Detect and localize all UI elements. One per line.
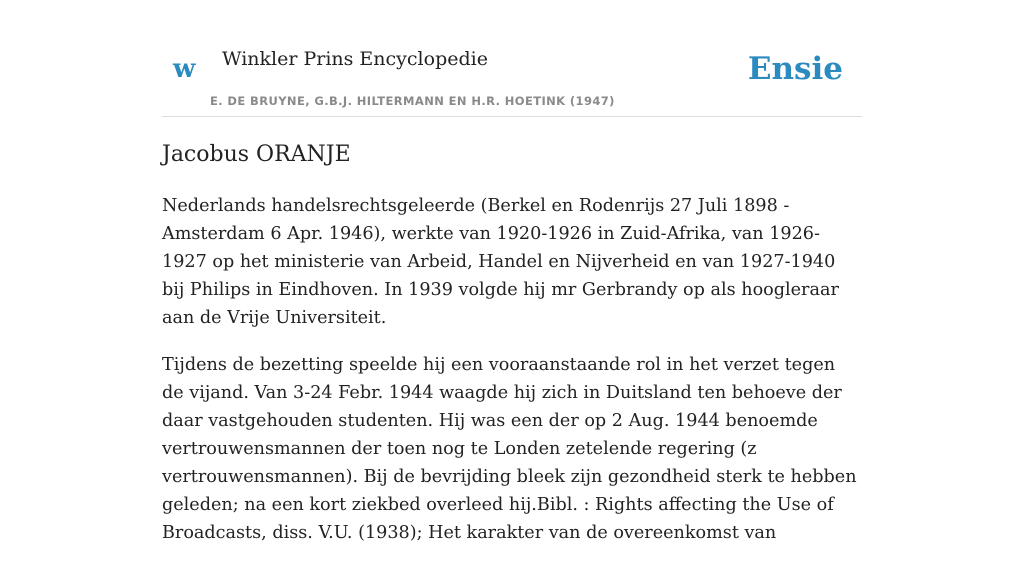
header: [162, 0, 862, 117]
winkler-prins-logo[interactable]: w: [173, 54, 196, 84]
ensie-logo[interactable]: Ensie: [747, 51, 843, 87]
source-authors: E. DE BRUYNE, G.B.J. HILTERMANN EN H.R. HOETINK (1947): [210, 94, 615, 108]
source-title[interactable]: Winkler Prins Encyclopedie: [222, 48, 488, 70]
page: [162, 0, 862, 543]
paragraph-1: Nederlands handelsrechtsgeleerde (Berkel en Rodenrijs 27 Juli 1898 - Amsterdam 6 Apr. 1946), werkte van 1920-1926 in Zuid-Afrika, van 1926-1927 op het ministerie van Arbeid, Handel en Nijverheid en van 1927-1940 bij Philips in Eindhoven. In 1939 volgde hij mr Gerbrandy op als hoogleraar aan de Vrije Universiteit.: [162, 196, 839, 328]
article-body: [162, 192, 862, 566]
paragraph-2: Tijdens de bezetting speelde hij een vooraanstaande rol in het verzet tegen de vijand. Van 3-24 Febr. 1944 waagde hij zich in Duitsland ten behoeve der daar vastgehouden studenten. Hij was een der op 2 Aug. 1944 benoemde vertrouwensmannen der toen nog te Londen zetelende regering (z vertrouwensmannen). Bij de bevrijding bleek zijn gezondheid sterk te hebben geleden; na een kort ziekbed overleed hij.Bibl. : Rights affecting the Use of Broadcasts, diss. V.U. (1938); Het karakter van de overeenkomst van: [162, 355, 857, 543]
article-title: Jacobus ORANJE: [162, 142, 351, 167]
